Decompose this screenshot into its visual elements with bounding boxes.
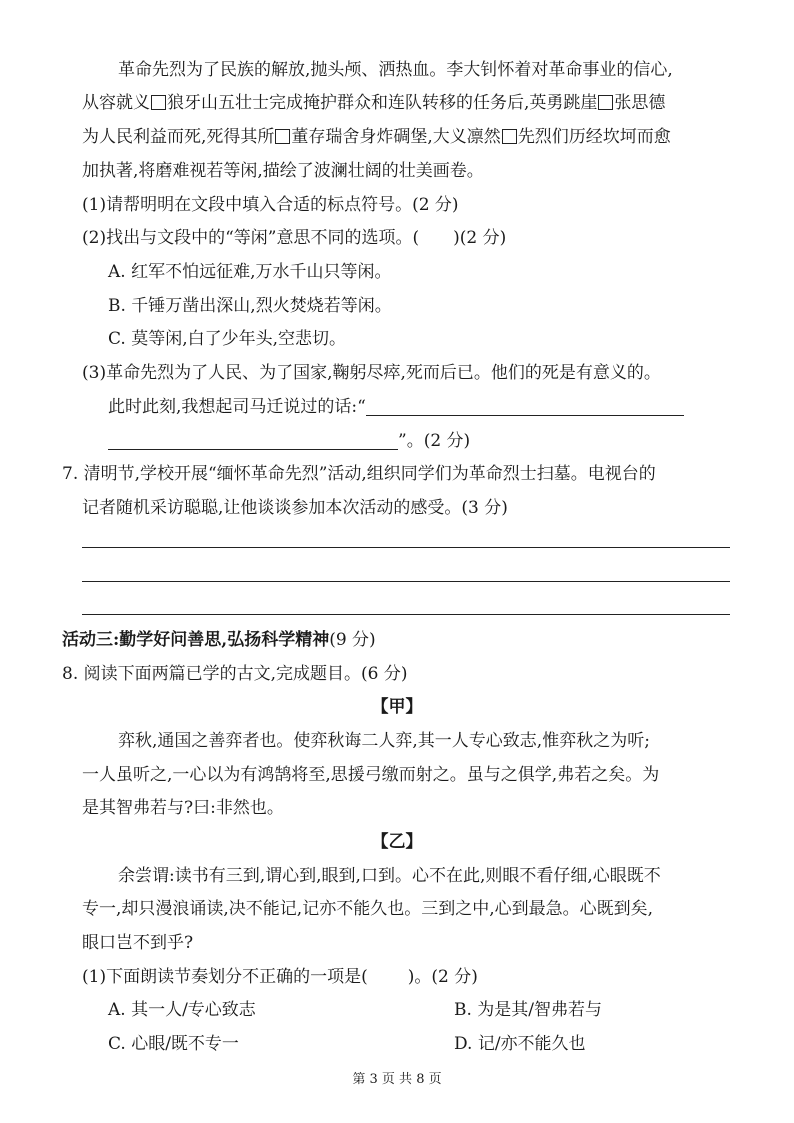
q8-option-b: B. 为是其/智弗若与 xyxy=(454,1000,603,1020)
q8-option-d: D. 记/亦不能久也 xyxy=(454,1034,586,1054)
q7-line-1: 7. 清明节,学校开展“缅怀革命先烈”活动,组织同学们为革命烈士扫墓。电视台的 xyxy=(62,464,656,484)
q6-sub2: (2)找出与文段中的“等闲”意思不同的选项。( )(2 分) xyxy=(82,228,507,248)
text-jia-line-2: 一人虽听之,一心以为有鸿鹄将至,思援弓缴而射之。虽与之俱学,弗若之矣。为 xyxy=(82,765,660,785)
passage-line-2: 从容就义 狼牙山五壮士完成掩护群众和连队转移的任务后,英勇跳崖 张思德 xyxy=(82,93,666,113)
text-yi-line-3: 眼口岂不到乎? xyxy=(82,933,194,953)
q8-sub1: (1)下面朗读节奏划分不正确的一项是( )。(2 分) xyxy=(82,967,478,987)
q6-option-b: B. 千锤万凿出深山,烈火焚烧若等闲。 xyxy=(108,296,392,316)
text-yi-line-1: 余尝谓:读书有三到,谓心到,眼到,口到。心不在此,则眼不看仔细,心眼既不 xyxy=(118,866,661,886)
text-jia-title: 【甲】 xyxy=(371,697,423,717)
q6-sub3-prompt: 此时此刻,我想起司马迁说过的话:“ xyxy=(108,391,684,424)
q8-option-a: A. 其一人/专心致志 xyxy=(108,1000,256,1020)
q6-sub3: (3)革命先烈为了人民、为了国家,鞠躬尽瘁,死而后已。他们的死是有意义的。 xyxy=(82,363,661,383)
punctuation-box-2[interactable] xyxy=(598,95,613,110)
q6-option-a: A. 红军不怕远征难,万水千山只等闲。 xyxy=(108,262,392,282)
q7-line-2: 记者随机采访聪聪,让他谈谈参加本次活动的感受。(3 分) xyxy=(82,498,508,518)
punctuation-box-3[interactable] xyxy=(275,129,290,144)
activity-3-heading: 活动三:勤学好问善思,弘扬科学精神(9 分) xyxy=(62,630,376,650)
page-number-footer: 第 3 页 共 8 页 xyxy=(352,1072,442,1087)
text-jia-line-1: 弈秋,通国之善弈者也。使弈秋诲二人弈,其一人专心致志,惟弈秋之为听; xyxy=(118,731,650,751)
q8-option-c: C. 心眼/既不专一 xyxy=(108,1034,239,1054)
text-yi-title: 【乙】 xyxy=(371,832,423,852)
passage-line-1: 革命先烈为了民族的解放,抛头颅、洒热血。李大钊怀着对革命事业的信心, xyxy=(118,60,673,80)
q6-option-c: C. 莫等闲,白了少年头,空悲切。 xyxy=(108,329,347,349)
q6-sub3-answer-blank-1[interactable] xyxy=(366,397,684,416)
q7-answer-line-3[interactable] xyxy=(82,614,730,615)
q8-intro: 8. 阅读下面两篇已学的古文,完成题目。(6 分) xyxy=(62,664,408,684)
passage-line-3: 为人民利益而死,死得其所 董存瑞舍身炸碉堡,大义凛然 先烈们历经坎坷而愈 xyxy=(82,127,671,147)
q6-sub1: (1)请帮明明在文段中填入合适的标点符号。(2 分) xyxy=(82,195,459,215)
q6-sub3-answer-blank-2[interactable] xyxy=(108,431,398,450)
punctuation-box-1[interactable] xyxy=(151,95,166,110)
passage-line-4: 加执著,将磨难视若等闲,描绘了波澜壮阔的壮美画卷。 xyxy=(82,161,484,181)
q7-answer-line-1[interactable] xyxy=(82,547,730,548)
text-yi-line-2: 专一,却只漫浪诵读,决不能记,记亦不能久也。三到之中,心到最急。心既到矣, xyxy=(82,899,654,919)
q7-answer-line-2[interactable] xyxy=(82,581,730,582)
q6-sub3-prompt-end: ”。(2 分) xyxy=(108,425,470,458)
text-jia-line-3: 是其智弗若与?曰:非然也。 xyxy=(82,798,284,818)
punctuation-box-4[interactable] xyxy=(502,129,517,144)
